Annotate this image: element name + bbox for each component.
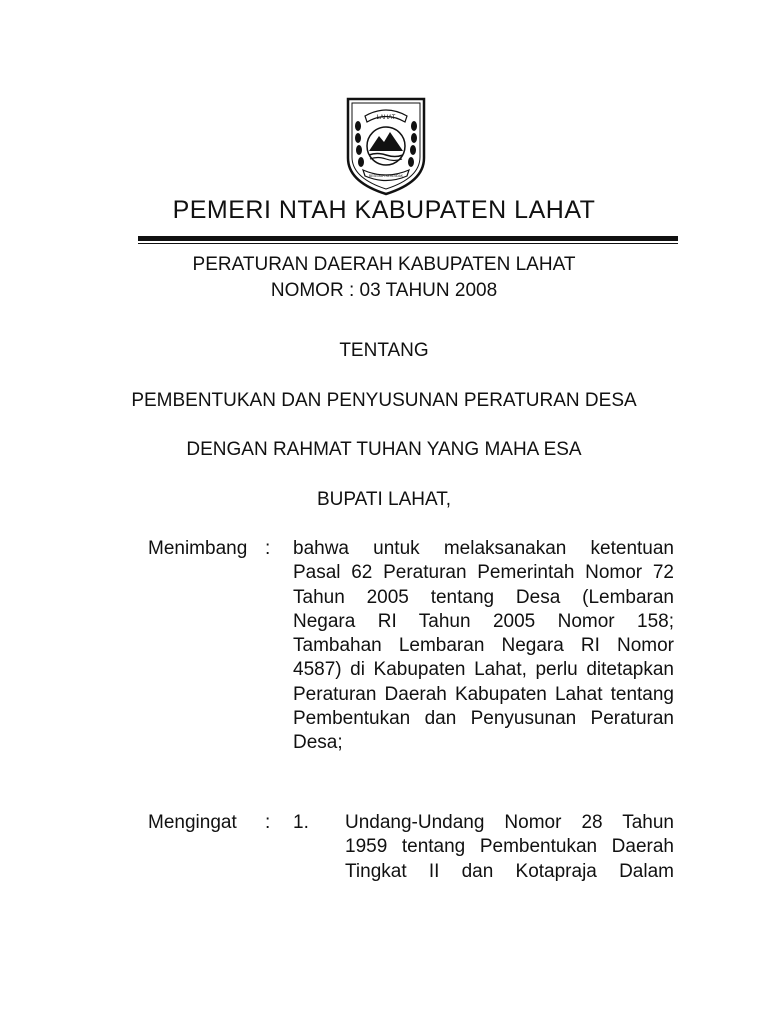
emblem-ribbon-text: BESEMAH SEHENDAK bbox=[368, 174, 404, 178]
regency-emblem-icon bbox=[343, 96, 429, 196]
text-line: Tingkat II dan Kotapraja Dalam bbox=[345, 860, 674, 882]
text-line: Negara RI Tahun 2005 Nomor 158; bbox=[293, 610, 674, 632]
considering-label: Menimbang bbox=[148, 538, 248, 559]
text-line: Tambahan Lembaran Negara RI Nomor bbox=[293, 635, 674, 657]
about-label: TENTANG bbox=[339, 340, 429, 361]
text-line: Pembentukan dan Penyusunan Peraturan bbox=[293, 708, 674, 730]
text-line: 1959 tentang Pembentukan Daerah bbox=[345, 836, 674, 858]
emblem-top-text: LAHAT bbox=[376, 115, 396, 121]
text-line: Peraturan Daerah Kabupaten Lahat tentang bbox=[293, 683, 674, 705]
blessing-line: DENGAN RAHMAT TUHAN YANG MAHA ESA bbox=[186, 439, 582, 460]
text-line: Pasal 62 Peraturan Pemerintah Nomor 72 bbox=[293, 562, 674, 584]
text-line: 4587) di Kabupaten Lahat, perlu ditetapkan bbox=[293, 659, 674, 681]
recalling-label: Mengingat bbox=[148, 812, 237, 833]
issuing-authority: BUPATI LAHAT, bbox=[316, 489, 452, 510]
regulation-title: PERATURAN DAERAH KABUPATEN LAHAT bbox=[192, 254, 576, 275]
considering-colon: : bbox=[265, 538, 271, 559]
regulation-number: NOMOR : 03 TAHUN 2008 bbox=[270, 280, 498, 301]
regulation-subject: PEMBENTUKAN DAN PENYUSUNAN PERATURAN DESA bbox=[131, 390, 637, 411]
text-line: Desa; bbox=[293, 732, 343, 754]
considering-text bbox=[293, 537, 674, 756]
text-line: bahwa untuk melaksanakan ketentuan bbox=[293, 538, 674, 559]
recalling-colon: : bbox=[265, 812, 271, 833]
text-line: Undang-Undang Nomor 28 Tahun bbox=[345, 812, 674, 833]
recalling-item-number: 1. bbox=[293, 812, 309, 833]
text-line: Tahun 2005 tentang Desa (Lembaran bbox=[293, 586, 674, 608]
recalling-item-text bbox=[345, 811, 674, 884]
header-divider-thick bbox=[138, 236, 678, 241]
government-title: PEMERI NTAH KABUPATEN LAHAT bbox=[172, 196, 596, 224]
header-divider-thin bbox=[138, 243, 678, 244]
